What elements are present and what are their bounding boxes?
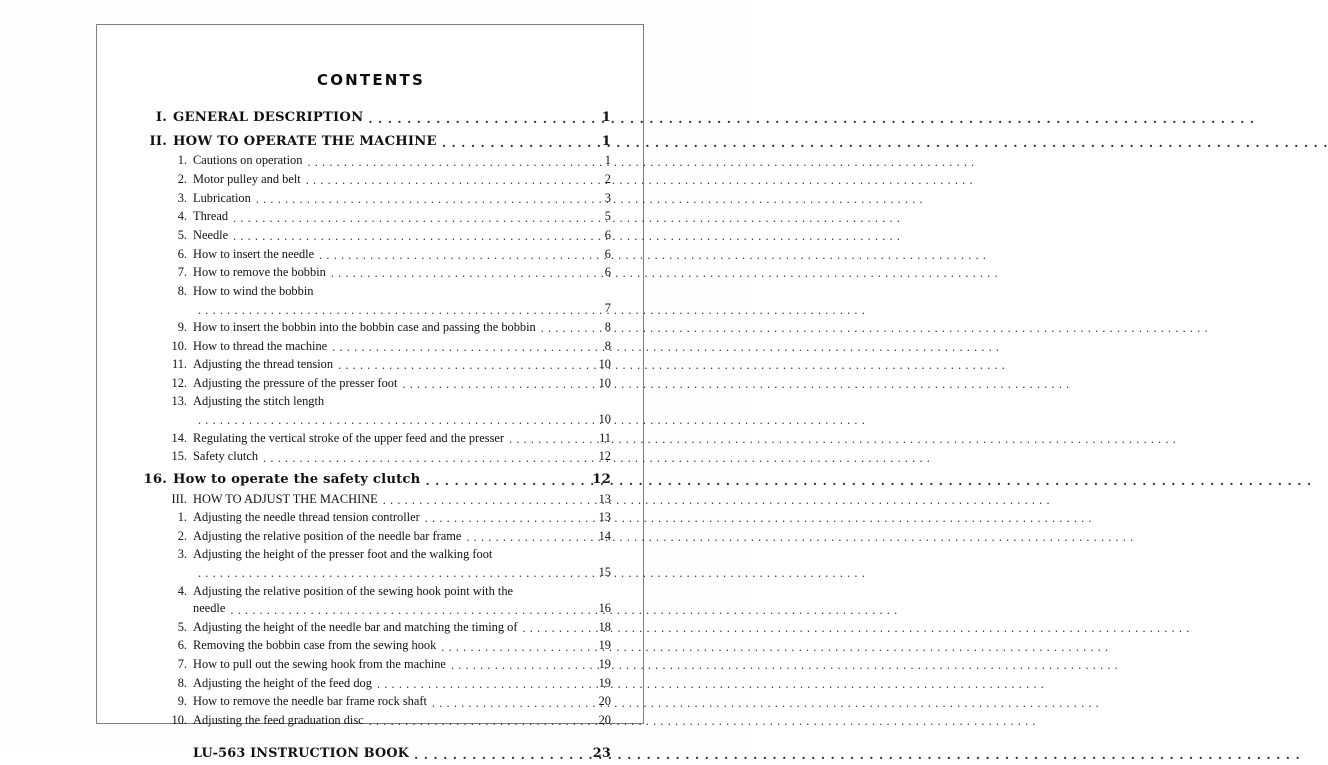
toc-entry-number: 14. <box>171 430 187 445</box>
leader-dots <box>198 569 585 581</box>
leader-dots <box>230 605 585 617</box>
toc-entry-continuation[interactable] <box>141 600 611 618</box>
toc-entry[interactable] <box>141 227 611 245</box>
toc-entry[interactable] <box>141 491 611 509</box>
toc-entry-number: 6. <box>177 246 187 261</box>
toc-entry-continuation[interactable] <box>141 300 611 318</box>
page-content <box>97 25 645 764</box>
leader-dots <box>442 138 585 151</box>
toc-entry-number: 5. <box>177 619 187 634</box>
toc-entry-label-line2: needle <box>193 601 226 616</box>
leader-dots <box>306 176 585 188</box>
toc-entry-number: 2. <box>177 528 187 543</box>
toc-entry-label: LU-563 INSTRUCTION BOOK <box>193 746 410 762</box>
toc-entry-label: Removing the bobbin case from the sewing hook <box>193 638 437 653</box>
toc-entry[interactable] <box>141 171 611 189</box>
toc-entry-number: 4. <box>177 583 187 598</box>
toc-entry[interactable] <box>141 528 611 546</box>
toc-entry-label: Regulating the vertical stroke of the upper feed and the presser <box>193 430 505 445</box>
leader-dots <box>432 698 585 710</box>
toc-entry[interactable] <box>141 264 611 282</box>
toc-entry[interactable] <box>141 109 611 128</box>
toc-entry-label: Adjusting the height of the feed dog <box>193 675 372 690</box>
toc-entry-number: 7. <box>177 657 187 672</box>
toc-entry-label: How to wind the bobbin <box>193 283 314 298</box>
toc-entry-label: Adjusting the pressure of the presser foot <box>193 375 398 390</box>
leader-dots <box>377 680 585 692</box>
toc-entry-label: How to operate the safety clutch <box>173 471 421 487</box>
toc-entry-page: 6 <box>604 265 611 280</box>
toc-entry-label: Adjusting the needle thread tension controller <box>193 510 420 525</box>
toc-entry-page: 1 <box>601 133 611 149</box>
toc-entry[interactable] <box>141 712 611 730</box>
leader-dots <box>425 476 585 489</box>
toc-entry-page: 1 <box>601 110 611 125</box>
toc-entry-continuation[interactable] <box>141 411 611 429</box>
toc-entry-number: 16. <box>143 471 167 487</box>
toc-entry-number: 5. <box>177 227 187 242</box>
toc-entry-page: 10 <box>598 375 611 390</box>
toc-entry-number: 2. <box>177 172 187 187</box>
toc-entry[interactable] <box>141 246 611 264</box>
toc-entry-page: 23 <box>592 746 611 762</box>
toc-entry-page: 6 <box>604 227 611 242</box>
leader-dots <box>466 533 585 545</box>
toc-entry-number: 8. <box>177 675 187 690</box>
toc-entry[interactable] <box>141 356 611 374</box>
toc-entry-page: 6 <box>604 246 611 261</box>
leader-dots <box>198 416 585 428</box>
toc-entry-label: How to thread the machine <box>193 338 328 353</box>
toc-entry[interactable] <box>141 546 611 564</box>
toc-entry-page: 5 <box>604 209 611 224</box>
toc-entry[interactable] <box>141 338 611 356</box>
scanned-sheet <box>96 24 644 762</box>
leader-dots <box>198 306 585 318</box>
leader-dots <box>307 158 585 170</box>
toc-entry-number: 15. <box>171 449 187 464</box>
toc-entry-number: 6. <box>177 638 187 653</box>
toc-entry-page: 19 <box>598 675 611 690</box>
toc-entry-number: 10. <box>171 338 187 353</box>
toc-entry-continuation[interactable] <box>141 564 611 582</box>
toc-entry-page: 12 <box>598 449 611 464</box>
leader-dots <box>233 214 585 226</box>
toc-entry-label: HOW TO ADJUST THE MACHINE <box>193 491 378 506</box>
leader-dots <box>263 453 585 465</box>
toc-entry[interactable] <box>141 693 611 711</box>
toc-entry-label: Adjusting the feed graduation disc <box>193 712 364 727</box>
toc-entry-page: 15 <box>598 565 611 579</box>
toc-entry-label: Thread <box>193 209 229 224</box>
toc-entry-number: 3. <box>177 547 187 562</box>
toc-entry-page: 12 <box>592 471 611 487</box>
toc-entry-label: HOW TO OPERATE THE MACHINE <box>173 133 437 149</box>
table-of-contents <box>141 109 611 764</box>
toc-entry-number: 13. <box>171 394 187 409</box>
toc-entry-number: III. <box>171 491 187 506</box>
leader-dots <box>509 435 585 447</box>
toc-entry-label: How to remove the bobbin <box>193 265 326 280</box>
toc-entry[interactable] <box>141 471 611 490</box>
toc-entry-page: 10 <box>598 412 611 426</box>
toc-entry-page: 19 <box>598 638 611 653</box>
toc-entry-page: 7 <box>604 301 611 316</box>
leader-dots <box>383 496 585 508</box>
toc-entry-number: 9. <box>177 694 187 709</box>
leader-dots <box>331 269 585 281</box>
toc-entry-page: 13 <box>598 510 611 525</box>
toc-entry[interactable] <box>141 208 611 226</box>
leader-dots <box>319 251 585 263</box>
leader-dots <box>425 514 585 526</box>
toc-entry-number: 10. <box>171 712 187 727</box>
toc-entry-label: How to pull out the sewing hook from the machine <box>193 657 446 672</box>
toc-entry-label: Safety clutch <box>193 449 259 464</box>
toc-entry-label: Needle <box>193 227 229 242</box>
leader-dots <box>523 624 586 636</box>
toc-entry-page: 10 <box>598 357 611 372</box>
leader-dots <box>332 343 585 355</box>
toc-entry-label: Adjusting the height of the needle bar and matching the timing of <box>193 619 518 634</box>
toc-entry-page: 3 <box>604 190 611 205</box>
leader-dots <box>402 380 585 392</box>
toc-entry-label: How to insert the bobbin into the bobbin case and passing the bobbin <box>193 319 536 334</box>
toc-entry-label: Lubrication <box>193 190 251 205</box>
toc-entry[interactable] <box>141 509 611 527</box>
leader-dots <box>233 232 585 244</box>
page-title: CONTENTS <box>317 71 425 89</box>
toc-entry[interactable] <box>141 619 611 637</box>
toc-entry-number: 9. <box>177 319 187 334</box>
toc-entry-page: 16 <box>598 601 611 616</box>
toc-entry-label: How to insert the needle <box>193 246 315 261</box>
toc-entry[interactable] <box>141 190 611 208</box>
toc-entry-label: GENERAL DESCRIPTION <box>173 110 364 125</box>
toc-entry-label: Adjusting the stitch length <box>193 394 325 409</box>
toc-entry[interactable] <box>141 133 611 152</box>
toc-entry[interactable] <box>141 448 611 466</box>
toc-entry-page: 14 <box>598 528 611 543</box>
toc-entry[interactable] <box>141 152 611 170</box>
toc-entry-number: II. <box>149 133 167 149</box>
toc-entry-page: 11 <box>599 430 611 445</box>
toc-entry-page: 20 <box>598 712 611 727</box>
toc-entry-number: 11. <box>171 357 187 372</box>
toc-entry[interactable] <box>141 583 611 601</box>
toc-entry-label: Cautions on operation <box>193 153 303 168</box>
toc-entry-number: 1. <box>177 153 187 168</box>
toc-entry[interactable] <box>141 375 611 393</box>
toc-entry-label: Adjusting the relative position of the needle bar frame <box>193 528 462 543</box>
leader-dots <box>441 643 585 655</box>
toc-entry[interactable] <box>141 319 611 337</box>
toc-entry-number: 7. <box>177 265 187 280</box>
toc-entry-label: How to remove the needle bar frame rock shaft <box>193 694 427 709</box>
toc-entry[interactable] <box>141 675 611 693</box>
toc-entry-page: 2 <box>604 172 611 187</box>
toc-entry[interactable] <box>141 283 611 301</box>
toc-entry[interactable] <box>141 393 611 411</box>
toc-entry-page: 8 <box>604 319 611 334</box>
toc-entry-number: 8. <box>177 283 187 298</box>
toc-entry-page: 18 <box>598 619 611 634</box>
leader-dots <box>369 717 585 729</box>
toc-entry-page: 1 <box>604 153 611 168</box>
toc-entry-number: 12. <box>171 375 187 390</box>
toc-entry-label: Motor pulley and belt <box>193 172 301 187</box>
toc-entry-number: 1. <box>177 510 187 525</box>
toc-entry-label: Adjusting the thread tension <box>193 357 334 372</box>
toc-entry-label: Adjusting the relative position of the sewing hook point with the <box>193 583 514 598</box>
toc-entry-page: 13 <box>598 491 611 506</box>
toc-entry-number: 4. <box>177 209 187 224</box>
leader-dots <box>368 115 585 128</box>
toc-entry-number: 3. <box>177 190 187 205</box>
toc-entry-number: I. <box>155 110 167 125</box>
toc-entry-final[interactable] <box>141 745 611 763</box>
toc-entry-page: 8 <box>604 338 611 353</box>
toc-entry-page: 19 <box>598 657 611 672</box>
leader-dots <box>451 661 585 673</box>
leader-dots <box>414 751 585 764</box>
toc-entry[interactable] <box>141 656 611 674</box>
toc-entry[interactable] <box>141 430 611 448</box>
leader-dots <box>541 324 585 336</box>
leader-dots <box>338 361 585 373</box>
leader-dots <box>256 195 585 207</box>
toc-entry-label: Adjusting the height of the presser foot and the walking foot <box>193 547 493 562</box>
toc-entry[interactable] <box>141 637 611 655</box>
toc-entry-page: 20 <box>598 694 611 709</box>
